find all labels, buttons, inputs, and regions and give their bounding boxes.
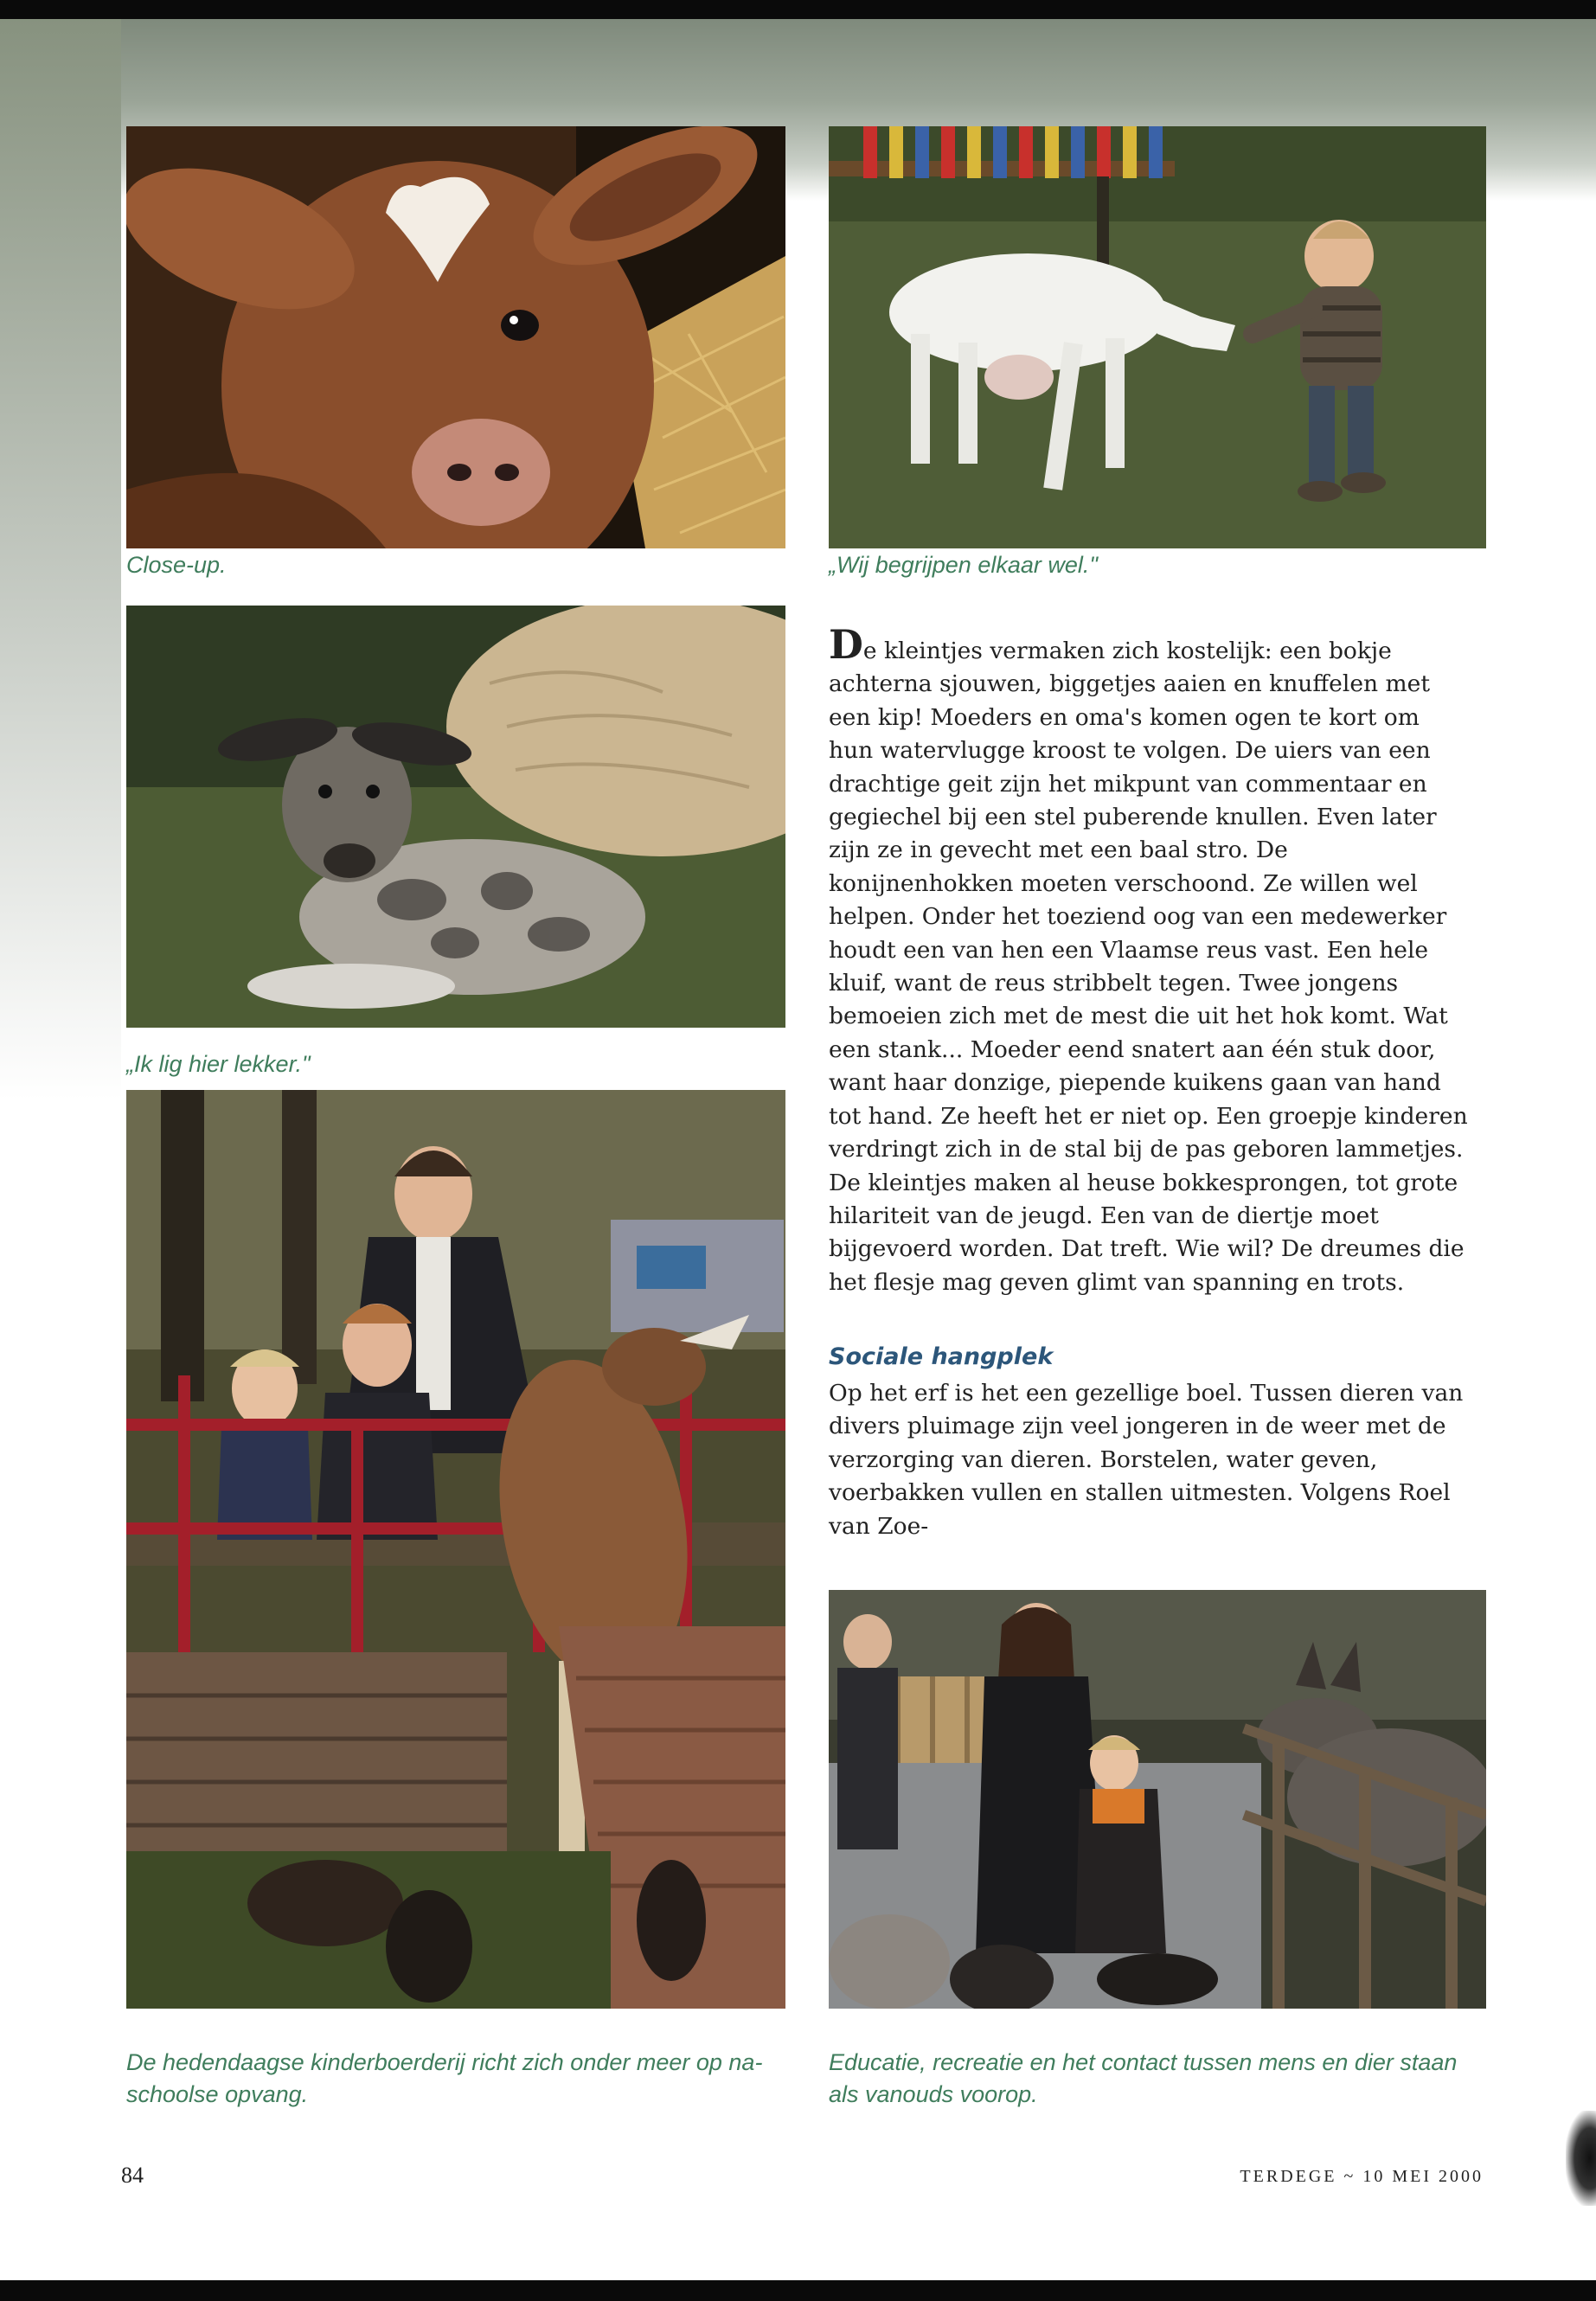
- dropcap: D: [829, 621, 863, 668]
- photo-children-goats: [126, 1090, 785, 2009]
- bottom-border: [0, 2280, 1596, 2301]
- photo-goat-toddler: [829, 126, 1486, 548]
- article-paragraph-1: [829, 621, 1469, 1299]
- publication-footer: TERDEGE ~ 10 MEI 2000: [1240, 2167, 1484, 2186]
- photo-woman-donkey: [829, 1590, 1486, 2009]
- photo-lamb-lying: [126, 606, 785, 1028]
- photo-calf-closeup: [126, 126, 785, 548]
- article-paragraph-2: Op het erf is het een gezellige boel. Tussen dieren van divers pluimage zijn veel jongeren in de weer met de verzorging van dieren. Borstelen, water geven, voerbakken vullen en stallen uitmesten. Volgens Roel van Zoe-: [829, 1380, 1464, 1540]
- caption-goat-toddler: „Wij begrijpen elkaar wel.": [829, 552, 1098, 578]
- page-number: 84: [121, 2163, 144, 2188]
- section-heading: Sociale hangplek: [829, 1343, 1054, 1370]
- caption-calf-closeup: Close-up.: [126, 552, 227, 578]
- caption-woman-donkey: Educatie, recreatie en het contact tussen mens en dier staan als vanouds voorop.: [829, 2049, 1458, 2107]
- top-border: [0, 0, 1596, 19]
- scan-edge-mark: [1566, 2111, 1596, 2206]
- article-paragraph-1-text: e kleintjes vermaken zich kostelijk: een bokje achterna sjouwen, biggetjes aaien en knuffelen met een kip! Moeders en oma's komen ogen te kort om hun watervlugge kroost te volgen. De uiers van een drachtige geit zijn het mikpunt van commentaar en gegiechel bij een stel puberende knullen. Even later zijn ze in gevecht met een baal stro. De konijnenhokken moeten verschoond. Ze willen wel helpen. Onder het toeziend oog van een medewerker houdt een van hen een Vlaamse reus vast. Een hele kluif, want de reus stribbelt tegen. Twee jongens bemoeien zich met de mest die uit het hok komt. Wat een stank... Moeder eend snatert aan één stuk door, want haar donzige, piepende kuikens gaan van hand tot hand. Ze heeft het er niet op. Een groepje kinderen verdringt zich in de stal bij de pas geboren lammetjes. De kleintjes maken al heuse bokkesprongen, tot grote hilariteit van de jeugd. Een van de diertje moet bijgevoerd worden. Dat treft. Wie wil? De dreumes die het flesje mag geven glimt van spanning en trots.: [829, 638, 1468, 1296]
- left-backdrop: [0, 19, 121, 1100]
- caption-children-goats: De hedendaagse kinderboerderij richt zich onder meer op na-schoolse opvang.: [126, 2049, 763, 2107]
- caption-lamb-lying: „Ik lig hier lekker.": [126, 1051, 311, 1077]
